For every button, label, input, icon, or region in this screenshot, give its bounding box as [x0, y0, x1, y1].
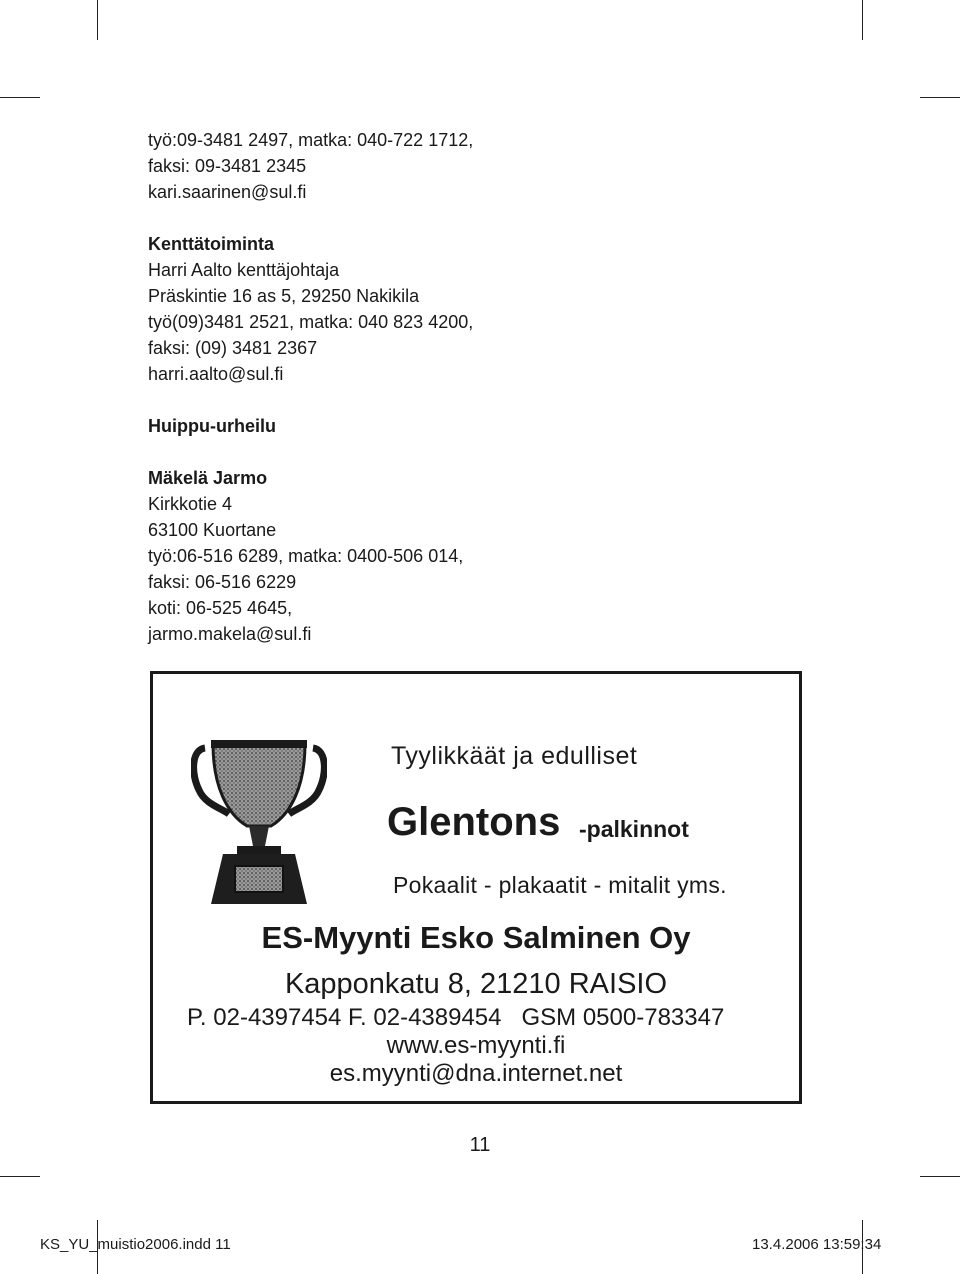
contact-email: jarmo.makela@sul.fi [148, 624, 312, 644]
contact-line: 63100 Kuortane [148, 520, 277, 540]
contact-line: työ:06-516 6289, matka: 0400-506 014, [148, 546, 464, 566]
crop-mark [0, 1176, 40, 1177]
advertisement-box [150, 671, 802, 1104]
section-heading-kenttatoiminta: Kenttätoiminta [148, 234, 274, 254]
contact-line: faksi: 06-516 6229 [148, 572, 297, 592]
contact-line: Kirkkotie 4 [148, 494, 233, 514]
contact-directory [148, 127, 768, 647]
ad-products: Pokaalit - plakaatit - mitalit yms. [393, 872, 727, 898]
contact-line: koti: 06-525 4645, [148, 598, 293, 618]
crop-mark [0, 97, 40, 98]
crop-mark [97, 0, 98, 40]
ad-brand-suffix: -palkinnot [579, 816, 689, 842]
contact-line: työ(09)3481 2521, matka: 040 823 4200, [148, 312, 474, 332]
contact-line: työ:09-3481 2497, matka: 040-722 1712, [148, 130, 474, 150]
print-slug-file: KS_YU_muistio2006.indd 11 [40, 1236, 231, 1253]
ad-email: es.myynti@dna.internet.net [329, 1060, 623, 1087]
contact-line: Präskintie 16 as 5, 29250 Nakikila [148, 286, 420, 306]
crop-mark [920, 97, 960, 98]
section-heading-huippu-urheilu: Huippu-urheilu [148, 416, 276, 436]
trophy-icon [191, 736, 327, 906]
ad-website: www.es-myynti.fi [386, 1032, 566, 1059]
page-number: 11 [469, 1134, 491, 1156]
contact-line: faksi: 09-3481 2345 [148, 156, 307, 176]
contact-email: harri.aalto@sul.fi [148, 364, 284, 384]
ad-address: Kapponkatu 8, 21210 RAISIO [284, 968, 668, 1000]
ad-company-name: ES-Myynti Esko Salminen Oy [261, 920, 691, 955]
ad-phone-numbers: P. 02-4397454 F. 02-4389454 GSM 0500-783347 [187, 1004, 725, 1031]
print-slug-datetime: 13.4.2006 13:59:34 [752, 1236, 882, 1253]
contact-name: Mäkelä Jarmo [148, 468, 268, 488]
ad-tagline: Tyylikkäät ja edulliset [391, 742, 638, 770]
contact-line: Harri Aalto kenttäjohtaja [148, 260, 340, 280]
crop-mark [862, 0, 863, 40]
contact-line: faksi: (09) 3481 2367 [148, 338, 318, 358]
ad-brand: Glentons [387, 800, 561, 844]
contact-email: kari.saarinen@sul.fi [148, 182, 307, 202]
crop-mark [920, 1176, 960, 1177]
